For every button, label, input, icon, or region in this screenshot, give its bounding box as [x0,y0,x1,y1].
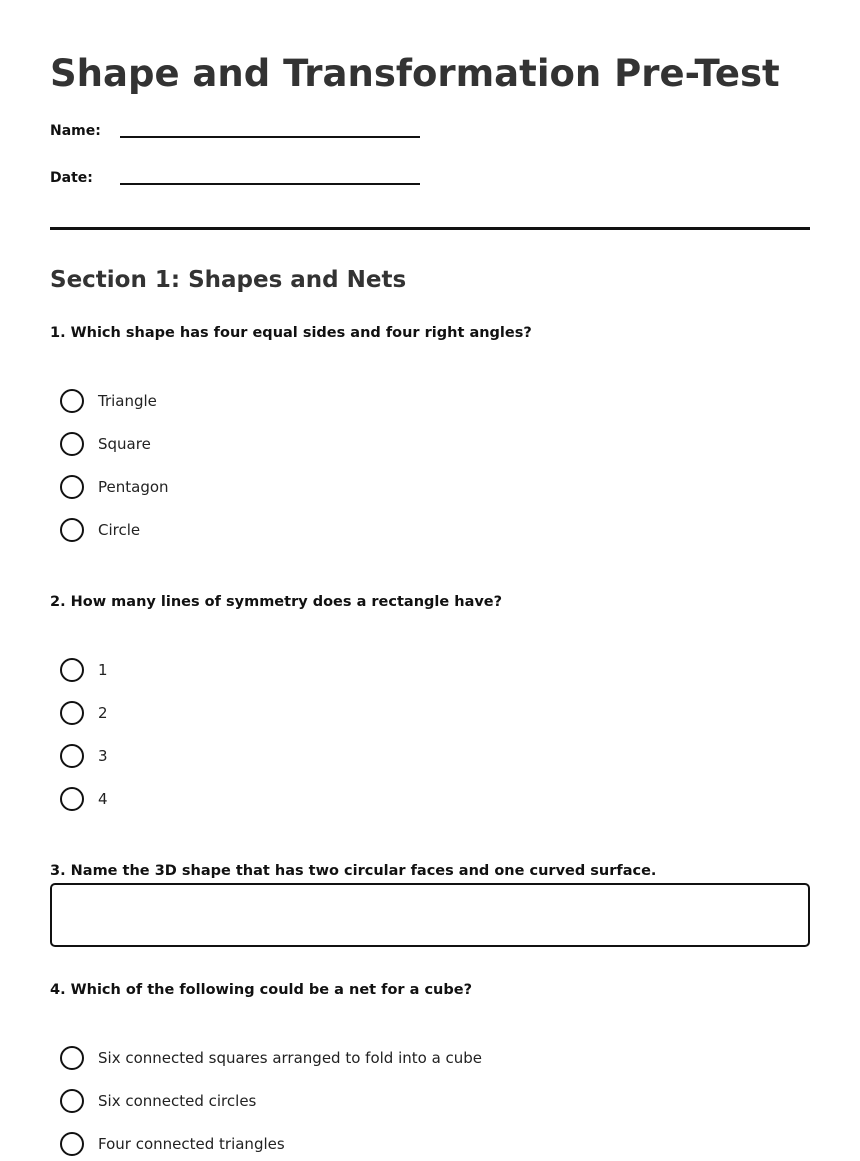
question-text: 4. Which of the following could be a net for a cube? [50,982,472,998]
name-field-row [50,122,470,152]
radio-button[interactable] [60,744,84,768]
option-label: Six connected circles [98,1092,257,1110]
date-field[interactable] [120,183,420,185]
question-text: 1. Which shape has four equal sides and four right angles? [50,325,532,341]
question-3 [50,861,810,881]
radio-button[interactable] [60,1089,84,1113]
option-label: Four connected triangles [98,1135,285,1153]
header-divider [50,227,810,230]
question-1 [50,323,810,539]
date-label: Date: [50,170,93,186]
radio-button[interactable] [60,518,84,542]
date-field-row [50,169,470,199]
option-label: 1 [98,661,108,679]
radio-button[interactable] [60,389,84,413]
option-label: Six connected squares arranged to fold into a cube [98,1049,483,1067]
option-label: Triangle [98,392,157,410]
page-title: Shape and Transformation Pre-Test [50,52,780,95]
radio-button[interactable] [60,1046,84,1070]
question-text: 3. Name the 3D shape that has two circular faces and one curved surface. [50,863,657,879]
radio-button[interactable] [60,701,84,725]
radio-button[interactable] [60,1132,84,1156]
question-text: 2. How many lines of symmetry does a rectangle have? [50,594,503,610]
option-label: 4 [98,790,108,808]
radio-button[interactable] [60,658,84,682]
radio-button[interactable] [60,787,84,811]
option-label: 2 [98,704,108,722]
name-field[interactable] [120,136,420,138]
option-label: Circle [98,521,141,539]
option-label: Square [98,435,151,453]
radio-button[interactable] [60,475,84,499]
option-label: 3 [98,747,108,765]
question-4 [50,980,810,1153]
radio-button[interactable] [60,432,84,456]
name-label: Name: [50,123,101,139]
section-title: Section 1: Shapes and Nets [50,267,407,293]
answer-text-box[interactable] [50,883,810,947]
option-label: Pentagon [98,478,169,496]
question-2 [50,592,810,808]
